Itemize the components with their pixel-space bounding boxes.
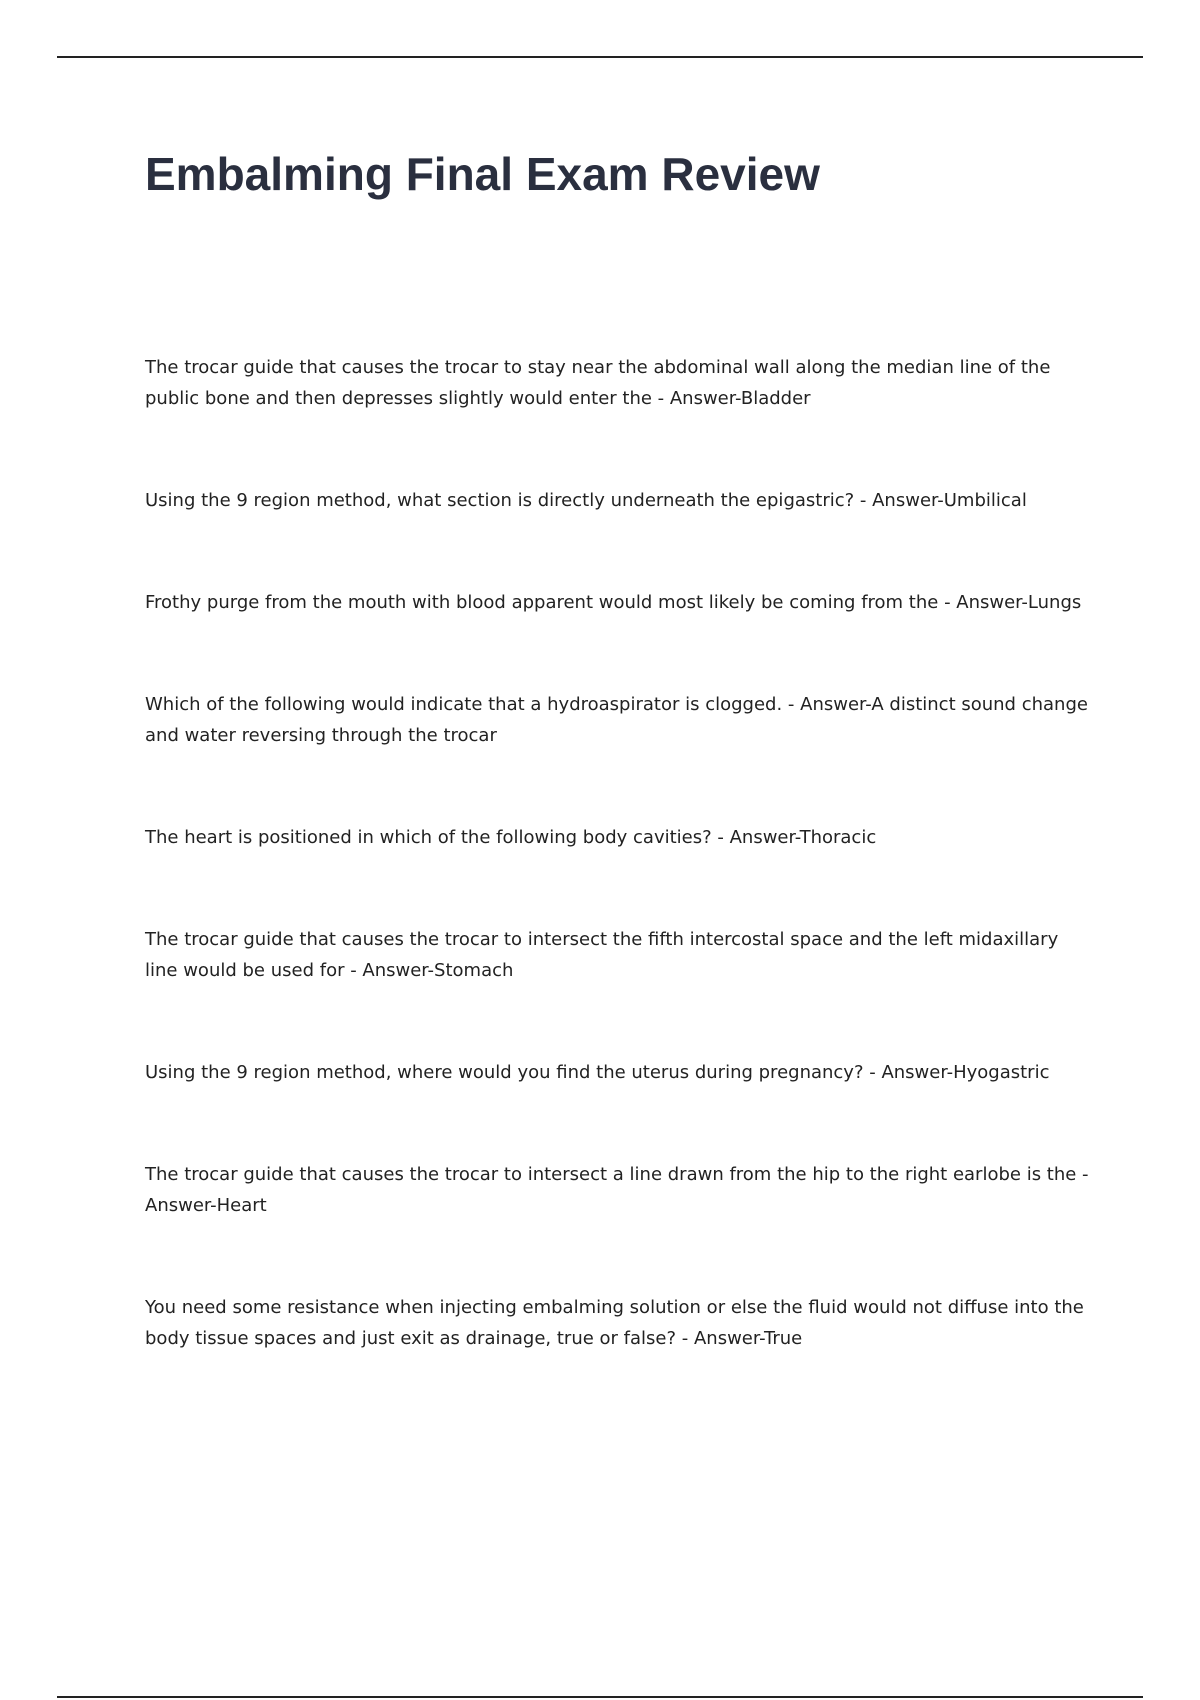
qa-item: The trocar guide that causes the trocar to stay near the abdominal wall along the median line of the public bone and then depresses slightly would enter the - Answer-Bladder (145, 357, 1051, 409)
document-title: Embalming Final Exam Review (145, 148, 820, 200)
qa-item: You need some resistance when injecting embalming solution or else the fluid would not diffuse into the body tissue spaces and just exit as drainage, true or false? - Answer-True (145, 1297, 1084, 1349)
top-rule (57, 56, 1143, 58)
qa-item: The trocar guide that causes the trocar to intersect the fifth intercostal space and the left midaxillary line would be used for - Answer-Stomach (145, 929, 1059, 981)
qa-item: Which of the following would indicate that a hydroaspirator is clogged. - Answer-A distinct sound change and water reversing through the trocar (145, 694, 1088, 746)
qa-item: The heart is positioned in which of the following body cavities? - Answer-Thoracic (145, 827, 877, 848)
qa-item: Using the 9 region method, where would you find the uterus during pregnancy? - Answer-Hyogastric (145, 1062, 1050, 1083)
qa-item: The trocar guide that causes the trocar to intersect a line drawn from the hip to the right earlobe is the - Answer-Heart (145, 1164, 1089, 1216)
qa-item: Using the 9 region method, what section is directly underneath the epigastric? - Answer-Umbilical (145, 490, 1027, 511)
qa-list (145, 352, 1095, 1425)
qa-item: Frothy purge from the mouth with blood apparent would most likely be coming from the - Answer-Lungs (145, 592, 1082, 613)
bottom-rule (57, 1696, 1143, 1698)
